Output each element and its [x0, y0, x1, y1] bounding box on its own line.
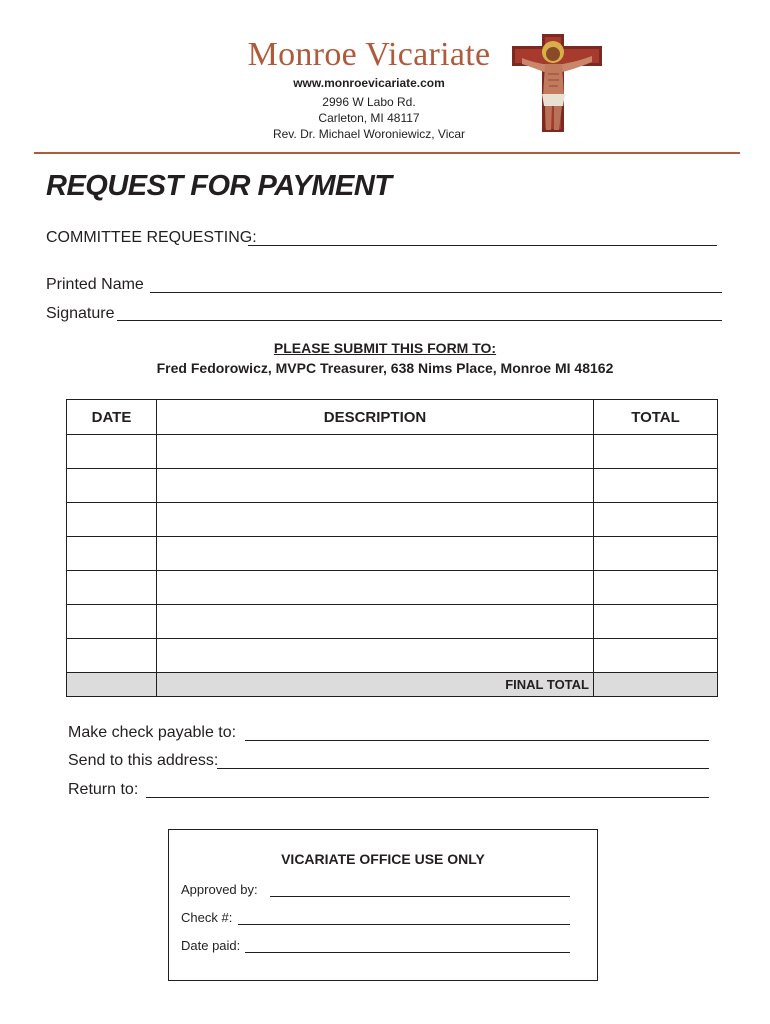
- date-cell[interactable]: [67, 571, 157, 605]
- payment-items-table: [66, 399, 718, 697]
- table-header-row: [67, 400, 718, 435]
- signature-field[interactable]: [117, 320, 722, 321]
- table-row: [67, 537, 718, 571]
- approved-by-field[interactable]: [270, 896, 570, 897]
- website-link[interactable]: www.monroevicariate.com: [293, 76, 445, 90]
- total-cell[interactable]: [594, 639, 718, 673]
- office-use-title: VICARIATE OFFICE USE ONLY: [281, 851, 485, 867]
- date-cell[interactable]: [67, 639, 157, 673]
- header-divider: [34, 152, 740, 154]
- date-paid-label: Date paid:: [181, 938, 241, 953]
- table-row: [67, 605, 718, 639]
- committee-label: COMMITTEE REQUESTING:: [46, 229, 257, 246]
- description-cell[interactable]: [157, 639, 594, 673]
- total-cell[interactable]: [594, 571, 718, 605]
- column-header-total: TOTAL: [594, 400, 718, 435]
- approved-by-label: Approved by:: [181, 882, 258, 897]
- vicar-name: Rev. Dr. Michael Woroniewicz, Vicar: [272, 127, 466, 141]
- address-line-1: 2996 W Labo Rd.: [322, 95, 416, 109]
- check-number-label: Check #:: [181, 910, 233, 925]
- date-cell[interactable]: [67, 537, 157, 571]
- date-cell[interactable]: [67, 469, 157, 503]
- table-row: [67, 435, 718, 469]
- table-row: [67, 571, 718, 605]
- printed-name-label: Printed Name: [46, 276, 144, 293]
- description-cell[interactable]: [157, 503, 594, 537]
- table-row: [67, 469, 718, 503]
- description-cell[interactable]: [157, 469, 594, 503]
- committee-field[interactable]: [248, 245, 717, 246]
- total-cell[interactable]: [594, 469, 718, 503]
- total-cell[interactable]: [594, 503, 718, 537]
- address-line-2: Carleton, MI 48117: [318, 111, 420, 125]
- column-header-date: DATE: [67, 400, 157, 435]
- description-cell[interactable]: [157, 537, 594, 571]
- description-cell[interactable]: [157, 571, 594, 605]
- signature-label: Signature: [46, 305, 115, 322]
- return-to-field[interactable]: [146, 797, 709, 798]
- return-to-label: Return to:: [68, 781, 139, 798]
- form-title: REQUEST FOR PAYMENT: [46, 170, 392, 202]
- date-cell[interactable]: [67, 605, 157, 639]
- payable-label: Make check payable to:: [68, 724, 237, 741]
- send-address-label: Send to this address:: [68, 752, 219, 769]
- final-total-row: [67, 673, 718, 697]
- final-total-label: FINAL TOTAL: [157, 673, 594, 697]
- column-header-description: DESCRIPTION: [157, 400, 594, 435]
- date-cell[interactable]: [67, 503, 157, 537]
- description-cell[interactable]: [157, 435, 594, 469]
- org-name: Monroe Vicariate: [247, 36, 491, 73]
- payable-field[interactable]: [245, 740, 709, 741]
- send-address-field[interactable]: [217, 768, 709, 769]
- check-number-field[interactable]: [238, 924, 570, 925]
- total-cell[interactable]: [594, 435, 718, 469]
- table-row: [67, 503, 718, 537]
- final-total-spacer: [67, 673, 157, 697]
- submit-heading: PLEASE SUBMIT THIS FORM TO:: [273, 340, 497, 356]
- crucifix-icon: [512, 34, 602, 132]
- date-cell[interactable]: [67, 435, 157, 469]
- printed-name-field[interactable]: [150, 292, 722, 293]
- total-cell[interactable]: [594, 537, 718, 571]
- description-cell[interactable]: [157, 605, 594, 639]
- final-total-cell[interactable]: [594, 673, 718, 697]
- date-paid-field[interactable]: [245, 952, 570, 953]
- submit-address: Fred Fedorowicz, MVPC Treasurer, 638 Nims Place, Monroe MI 48162: [156, 360, 614, 376]
- total-cell[interactable]: [594, 605, 718, 639]
- table-row: [67, 639, 718, 673]
